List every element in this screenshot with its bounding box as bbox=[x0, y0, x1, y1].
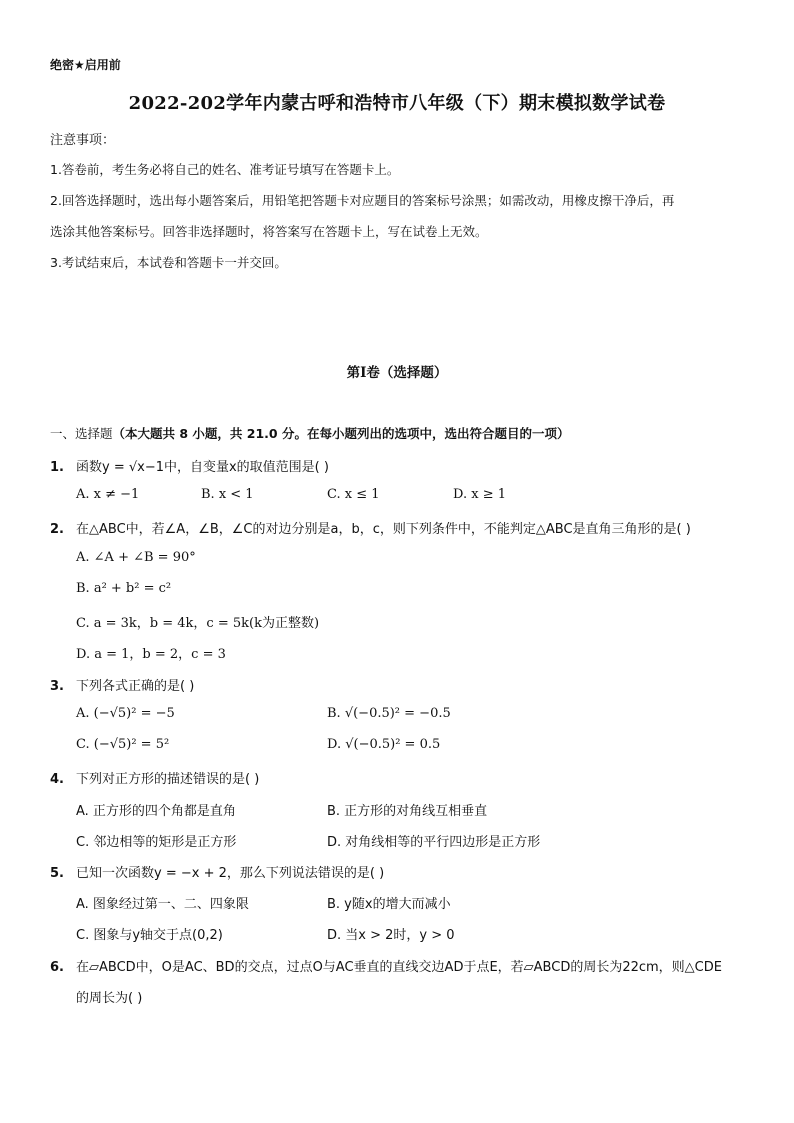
question-3 bbox=[50, 675, 194, 694]
notes-heading: 注意事项： bbox=[50, 133, 116, 148]
question-number: 4. bbox=[50, 772, 64, 787]
note-1: 1.答卷前，考生务必将自己的姓名、准考证号填写在答题卡上。 bbox=[50, 162, 400, 177]
q3-option-d: D. √(−0.5)² = 0.5 bbox=[327, 737, 441, 752]
question-number: 5. bbox=[50, 866, 64, 881]
q1-option-d: D. x ≥ 1 bbox=[453, 487, 506, 502]
note-2-line-2: 选涂其他答案标号。回答非选择题时，将答案写在答题卡上，写在试卷上无效。 bbox=[50, 224, 488, 239]
note-3: 3.考试结束后，本试卷和答题卡一并交回。 bbox=[50, 255, 287, 270]
question-stem: 下列各式正确的是( ) bbox=[76, 679, 195, 694]
q1-option-b: B. x < 1 bbox=[201, 487, 254, 502]
q5-option-a: A. 图象经过第一、二、四象限 bbox=[76, 897, 249, 912]
q4-option-a: A. 正方形的四个角都是直角 bbox=[76, 804, 236, 819]
section-heading bbox=[50, 424, 569, 442]
q5-option-c: C. 图象与y轴交于点(0,2) bbox=[76, 928, 223, 943]
question-1 bbox=[50, 456, 329, 475]
question-stem: 下列对正方形的描述错误的是( ) bbox=[76, 772, 260, 787]
question-stem: 已知一次函数y = −x + 2，那么下列说法错误的是( ) bbox=[76, 866, 385, 881]
q1-option-a: A. x ≠ −1 bbox=[76, 487, 140, 502]
q2-option-d: D. a = 1，b = 2，c = 3 bbox=[76, 647, 226, 662]
section-description: （本大题共 8 小题，共 21.0 分。在每小题列出的选项中，选出符合题目的一项） bbox=[112, 426, 570, 441]
section-label: 一、选择题 bbox=[50, 426, 113, 441]
confidential-label: 绝密★启用前 bbox=[50, 58, 121, 72]
question-6 bbox=[50, 956, 722, 975]
q4-option-c: C. 邻边相等的矩形是正方形 bbox=[76, 835, 237, 850]
question-stem: 在△ABC中，若∠A，∠B，∠C的对边分别是a，b，c，则下列条件中，不能判定△ABC是直角三角形的是( ) bbox=[76, 522, 691, 537]
question-number: 6. bbox=[50, 960, 64, 975]
question-stem: 在▱ABCD中，O是AC、BD的交点，过点O与AC垂直的直线交边AD于点E，若▱ABCD的周长为22cm，则△CDE bbox=[76, 960, 722, 975]
question-6-stem-continued: 的周长为( ) bbox=[76, 991, 143, 1006]
q5-option-d: D. 当x > 2时，y > 0 bbox=[327, 928, 455, 943]
q2-option-a: A. ∠A + ∠B = 90° bbox=[76, 550, 196, 565]
question-stem: 函数y = √x−1中，自变量x的取值范围是( ) bbox=[76, 460, 329, 475]
q3-option-a: A. (−√5)² = −5 bbox=[76, 706, 175, 721]
q1-option-c: C. x ≤ 1 bbox=[327, 487, 380, 502]
q3-option-b: B. √(−0.5)² = −0.5 bbox=[327, 706, 451, 721]
exam-title: 2022-202学年内蒙古呼和浩特市八年级（下）期末模拟数学试卷 bbox=[128, 93, 666, 114]
q3-option-c: C. (−√5)² = 5² bbox=[76, 737, 170, 752]
question-number: 3. bbox=[50, 679, 64, 694]
q2-option-b: B. a² + b² = c² bbox=[76, 581, 172, 596]
question-5 bbox=[50, 862, 384, 881]
question-number: 1. bbox=[50, 460, 64, 475]
question-number: 2. bbox=[50, 522, 64, 537]
question-4 bbox=[50, 768, 259, 787]
q2-option-c: C. a = 3k，b = 4k，c = 5k(k为正整数) bbox=[76, 616, 320, 631]
question-2 bbox=[50, 518, 691, 537]
q5-option-b: B. y随x的增大而减小 bbox=[327, 897, 451, 912]
q4-option-d: D. 对角线相等的平行四边形是正方形 bbox=[327, 835, 541, 850]
part-title: 第Ⅰ卷（选择题） bbox=[346, 365, 448, 381]
q4-option-b: B. 正方形的对角线互相垂直 bbox=[327, 804, 488, 819]
note-2-line-1: 2.回答选择题时，选出每小题答案后，用铅笔把答题卡对应题目的答案标号涂黑；如需改动，用橡皮擦干净后，再 bbox=[50, 193, 675, 208]
